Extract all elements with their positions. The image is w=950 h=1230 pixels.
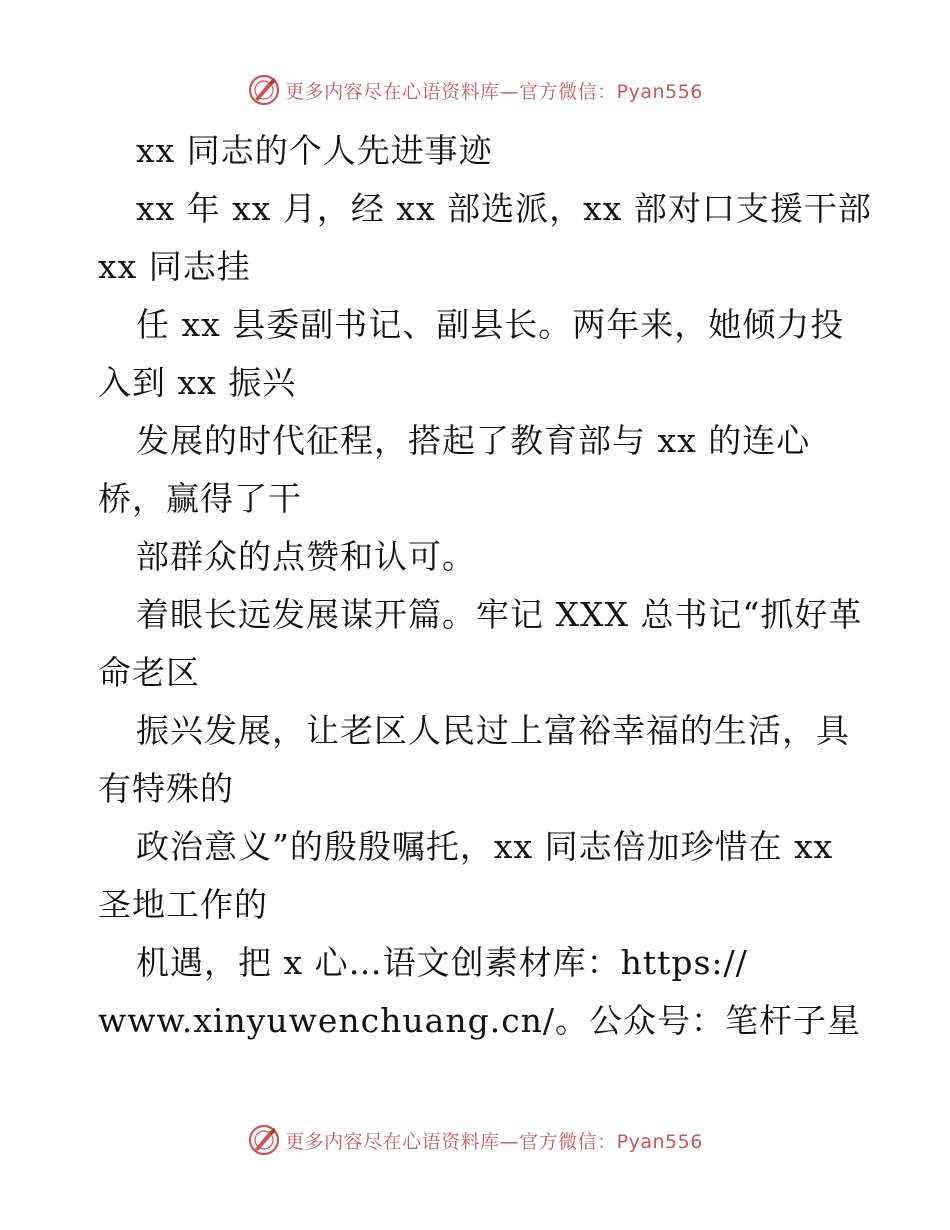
- text-line: 入到 xx 振兴: [98, 363, 297, 402]
- pen-logo-icon: [247, 73, 281, 107]
- document-body: [98, 122, 872, 1050]
- text-line: 振兴发展，让老区人民过上富裕幸福的生活，具: [136, 711, 850, 750]
- banner-text: 更多内容尽在心语资料库—官方微信：Pyan556: [285, 80, 703, 103]
- text-line: www.xinyuwenchuang.cn/。公众号：笔杆子星: [98, 1001, 862, 1040]
- banner-text: 更多内容尽在心语资料库—官方微信：Pyan556: [285, 1130, 703, 1153]
- text-line: xx 同志的个人先进事迹: [136, 131, 493, 170]
- text-line: 有特殊的: [98, 769, 234, 808]
- text-line: 命老区: [98, 653, 200, 692]
- text-line: 圣地工作的: [98, 885, 268, 924]
- text-line: 着眼长远发展谋开篇。牢记 XXX 总书记“抓好革: [136, 595, 863, 634]
- text-line: 政治意义”的殷殷嘱托，xx 同志倍加珍惜在 xx: [136, 827, 834, 866]
- header-banner: [0, 70, 950, 110]
- text-line: xx 年 xx 月，经 xx 部选派，xx 部对口支援干部: [136, 189, 872, 228]
- pen-logo-icon: [247, 1123, 281, 1157]
- text-line: 机遇，把 x 心…语文创素材库：https://: [136, 943, 748, 982]
- text-line: xx 同志挂: [98, 247, 251, 286]
- footer-banner: [0, 1120, 950, 1160]
- text-line: 发展的时代征程，搭起了教育部与 xx 的连心: [136, 421, 811, 460]
- text-line: 任 xx 县委副书记、副县长。两年来，她倾力投: [136, 305, 845, 344]
- text-line: 桥，赢得了干: [98, 479, 302, 518]
- text-line: 部群众的点赞和认可。: [136, 537, 476, 576]
